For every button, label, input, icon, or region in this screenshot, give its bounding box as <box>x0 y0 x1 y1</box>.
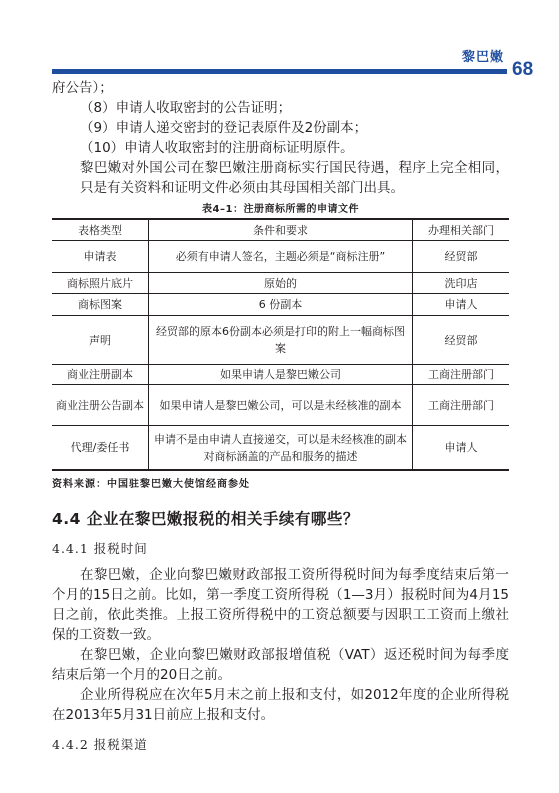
cell-requirement: 必须有申请人签名，主题必须是“商标注册” <box>149 241 413 273</box>
cell-requirement: 申请不是由申请人直接递交，可以是未经核准的副本对商标涵盖的产品和服务的描述 <box>149 426 413 471</box>
cell-requirement: 如果申请人是黎巴嫩公司，可以是未经核准的副本 <box>149 385 413 426</box>
cell-requirement: 原始的 <box>149 273 413 294</box>
cell-department: 经贸部 <box>412 316 509 365</box>
table-row <box>52 316 509 365</box>
column-header: 条件和要求 <box>149 219 413 241</box>
subsection-heading: 4.4.2 报税渠道 <box>52 737 148 752</box>
cell-department: 工商注册部门 <box>412 365 509 385</box>
table-row <box>52 426 509 471</box>
header-rule <box>52 69 507 74</box>
continued-line: 府公告）； <box>52 80 113 96</box>
cell-type: 商标图案 <box>52 294 149 316</box>
table-row <box>52 273 509 294</box>
cell-type: 申请表 <box>52 241 149 273</box>
table-header-row <box>52 219 509 241</box>
cell-requirement: 经贸部的原本6份副本必须是打印的附上一幅商标图案 <box>149 316 413 365</box>
requirements-table <box>52 218 509 471</box>
page-number: 68 <box>512 59 534 80</box>
cell-department: 洗印店 <box>412 273 509 294</box>
intro-paragraph: 黎巴嫩对外国公司在黎巴嫩注册商标实行国民待遇，程序上完全相同，只是有关资料和证明文件必须由其母国相关部门出具。 <box>80 160 509 196</box>
cell-type: 代理/委任书 <box>52 426 149 471</box>
body-paragraph: 企业所得税应在次年5月末之前上报和支付，如2012年度的企业所得税在2013年5月31日前应上报和支付。 <box>52 687 509 723</box>
body-paragraph: 在黎巴嫩，企业向黎巴嫩财政部报增值税（VAT）返还税时间为每季度结束后第一个月的20日之前。 <box>52 647 509 683</box>
table-row <box>52 385 509 426</box>
table-row <box>52 294 509 316</box>
page-content <box>52 78 509 761</box>
cell-type: 商标照片底片 <box>52 273 149 294</box>
table-source: 资料来源：中国驻黎巴嫩大使馆经商参处 <box>52 479 250 490</box>
cell-department: 工商注册部门 <box>412 385 509 426</box>
cell-requirement: 如果申请人是黎巴嫩公司 <box>149 365 413 385</box>
cell-department: 经贸部 <box>412 241 509 273</box>
header-section-label: 黎巴嫩 <box>462 50 505 65</box>
table-row <box>52 365 509 385</box>
cell-department: 申请人 <box>412 426 509 471</box>
list-item: （10）申请人收取密封的注册商标证明原件。 <box>80 140 354 156</box>
column-header: 表格类型 <box>52 219 149 241</box>
table-caption: 表4–1：注册商标所需的申请文件 <box>202 204 359 215</box>
cell-type: 商业注册副本 <box>52 365 149 385</box>
section-heading: 4.4 企业在黎巴嫩报税的相关手续有哪些？ <box>52 510 359 528</box>
table-row <box>52 241 509 273</box>
list-item: （9）申请人递交密封的登记表原件及2份副本； <box>80 120 368 136</box>
cell-department: 申请人 <box>412 294 509 316</box>
cell-type: 声明 <box>52 316 149 365</box>
subsection-heading: 4.4.1 报税时间 <box>52 541 148 556</box>
cell-requirement: 6 份副本 <box>149 294 413 316</box>
list-item: （8）申请人收取密封的公告证明； <box>80 100 292 116</box>
body-paragraph: 在黎巴嫩，企业向黎巴嫩财政部报工资所得税时间为每季度结束后第一个月的15日之前。比如，第一季度工资所得税（1—3月）报税时间为4月15日之前，依此类推。上报工资所得税中的工资总额要与因职工工资而上缴社保的工资数一致。 <box>52 567 509 643</box>
cell-type: 商业注册公告副本 <box>52 385 149 426</box>
column-header: 办理相关部门 <box>412 219 509 241</box>
